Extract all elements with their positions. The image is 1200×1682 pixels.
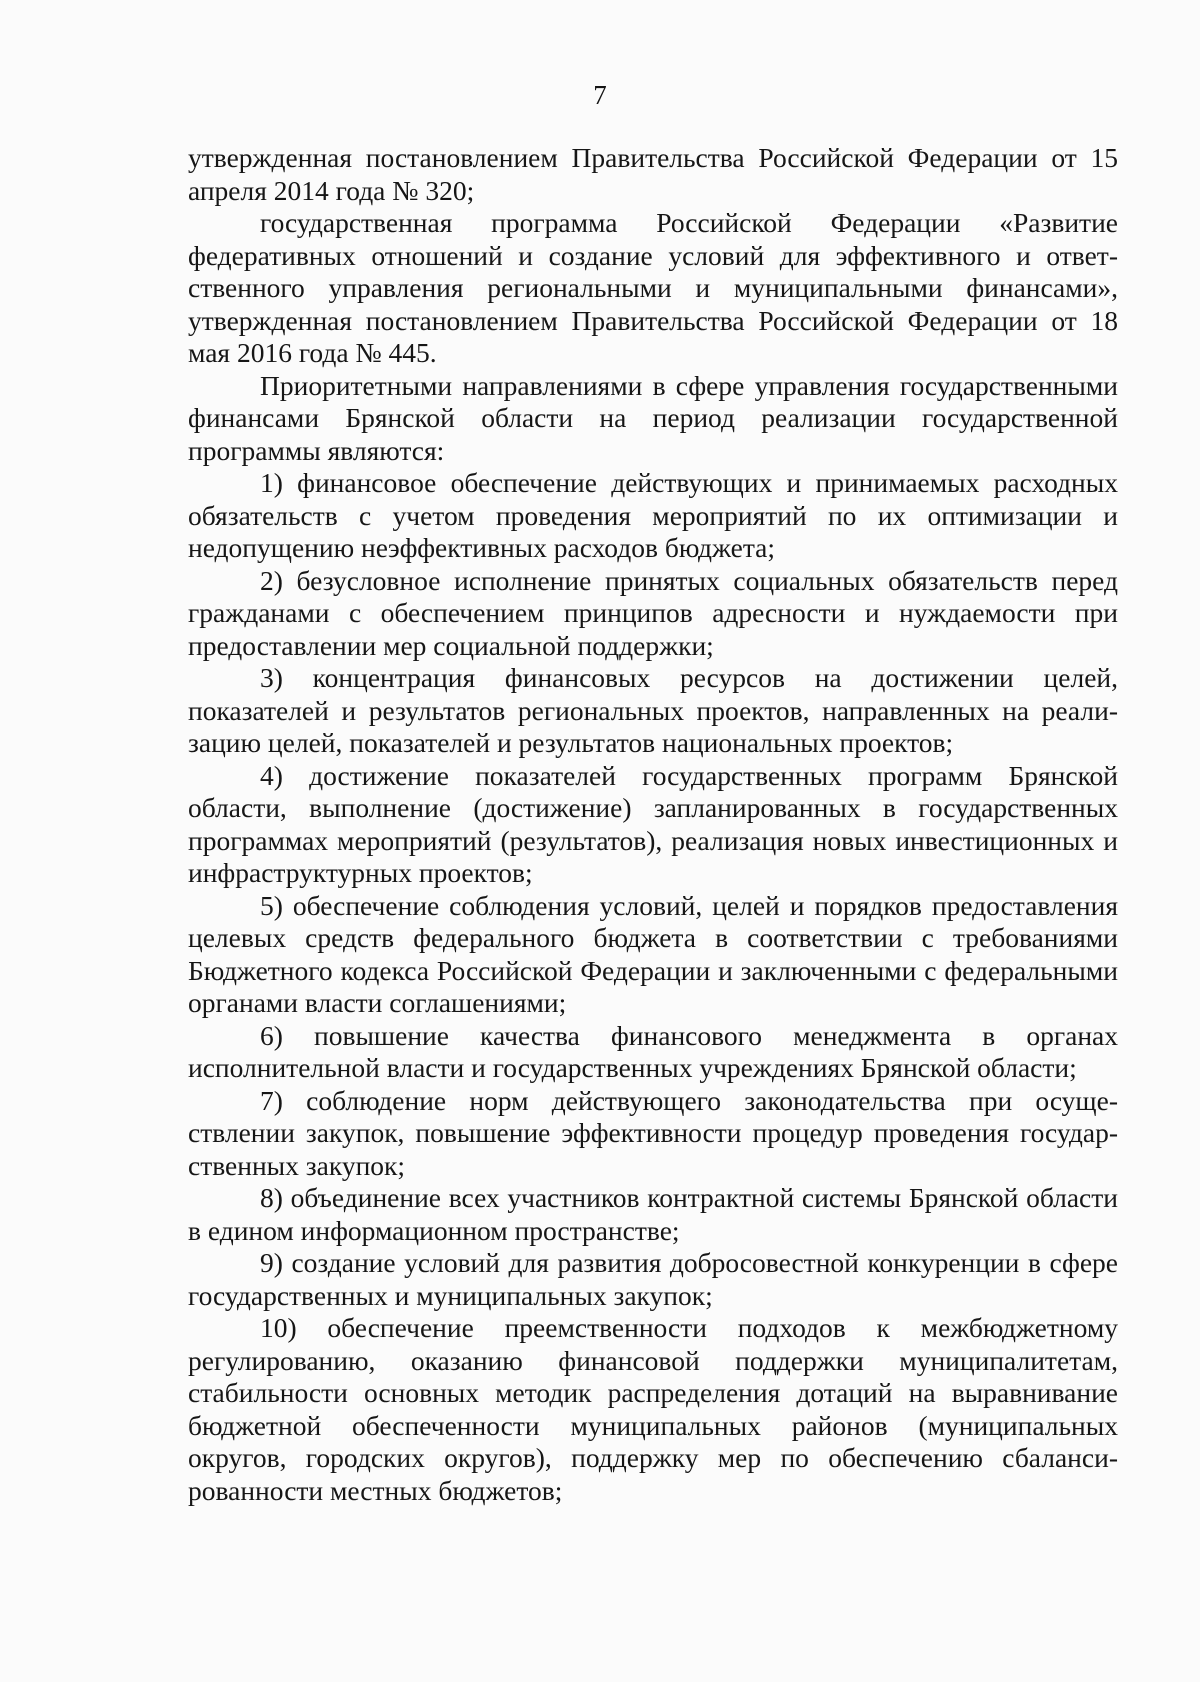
list-item-4: 4) достижение показателей государственных программ Брянской области, выполнение (достижение) запланированных в государственных программах мероприятий (результатов), реализация новых инвестиционных и инфраструктурных проектов;: [188, 759, 1118, 888]
list-item-2: 2) безусловное исполнение принятых социальных обязательств перед гражданами с обеспечением принципов адресности и нуждаемости при предоставлении мер социальной поддержки;: [188, 564, 1118, 661]
paragraph-resolution-2014: утвержденная постановлением Правительства Российской Федерации от 15 апреля 2014 года № 320;: [188, 142, 1118, 206]
paragraph-priorities-intro: Приоритетными направлениями в сфере управления государственными финансами Брянской области на период реализации государственной программы являются:: [188, 369, 1118, 466]
list-item-1: 1) финансовое обеспечение действующих и принимаемых расходных обязательств с учетом проведения мероприятий по их оптимизации и недопущению неэффективных расходов бюджета;: [188, 467, 1118, 563]
list-item-9: 9) создание условий для развития добросовестной конкуренции в сфере государственных и муниципальных закупок;: [188, 1247, 1118, 1311]
list-item-7: 7) соблюдение норм действующего законодательства при осуществлении закупок, повышение эффективности процедур проведения государственных закупок;: [188, 1084, 1118, 1181]
list-item-10: 10) обеспечение преемственности подходов к межбюджетному регулированию, оказанию финансовой поддержки муниципалитетам, стабильности основных методик распределения дотаций на выравнивание бюджетной обеспеченности муниципальных районов (муниципальных округов, городских округов), поддержку мер по обеспечению сбалансированности местных бюджетов;: [188, 1312, 1118, 1506]
page-number: 7: [593, 80, 607, 110]
paragraph-state-program-2016: государственная программа Российской Федерации «Развитие федеративных отношений и создание условий для эффективного и ответственного управления региональными и муниципальными финансами», утвержденная постановлением Правительства Российской Федерации от 18 мая 2016 года № 445.: [188, 207, 1118, 368]
list-item-8: 8) объединение всех участников контрактной системы Брянской области в едином информационном пространстве;: [188, 1182, 1118, 1246]
list-item-3: 3) концентрация финансовых ресурсов на достижении целей, показателей и результатов региональных проектов, направленных на реализацию целей, показателей и результатов национальных проектов;: [188, 662, 1118, 758]
list-item-5: 5) обеспечение соблюдения условий, целей и порядков предоставления целевых средств федерального бюджета в соответствии с требованиями Бюджетного кодекса Российской Федерации и заключенными с федеральными органами власти соглашениями;: [188, 889, 1118, 1018]
document-body: [188, 142, 1118, 1507]
list-item-6: 6) повышение качества финансового менеджмента в органах исполнительной власти и государственных учреждениях Брянской области;: [188, 1019, 1118, 1083]
